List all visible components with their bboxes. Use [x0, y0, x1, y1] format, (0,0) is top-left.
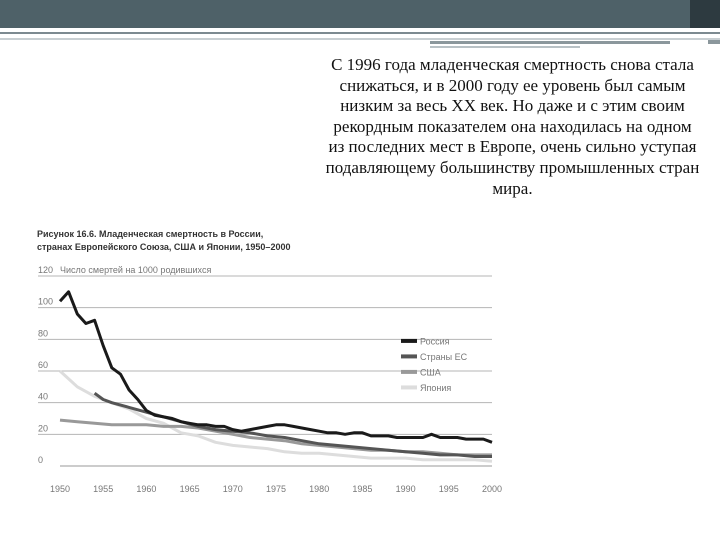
decor-line [0, 38, 720, 40]
legend-label: Япония [420, 382, 452, 393]
x-tick-label: 1980 [309, 484, 330, 494]
y-axis-label: Число смертей на 1000 родившихся [60, 265, 212, 275]
x-tick-label: 1970 [222, 484, 243, 494]
figure-title [37, 228, 367, 253]
y-tick-label: 120 [38, 265, 54, 275]
y-tick-label: 80 [38, 328, 49, 339]
legend-label: США [420, 367, 441, 378]
decor-line [0, 32, 720, 34]
y-tick-label: 0 [38, 455, 44, 465]
x-tick-label: 1950 [49, 484, 71, 494]
decor-line [430, 41, 670, 44]
legend-label: Страны ЕС [420, 351, 468, 362]
x-tick-label: 1990 [395, 484, 416, 494]
y-tick-label: 40 [38, 391, 49, 402]
y-tick-label: 100 [38, 296, 54, 307]
x-tick-label: 1960 [136, 484, 157, 494]
x-tick-label: 1955 [93, 484, 114, 494]
infant-mortality-chart [0, 260, 520, 500]
figure-title-line-2: странах Европейского Союза, США и Японии, 1950–2000 [37, 241, 291, 252]
slide-top-bar-dark-corner [690, 0, 720, 28]
slide-body-text: С 1996 года младенческая смертность снова стала снижаться, и в 2000 году ее уровень был самым низким за весь XX век. Но даже и с этим своим рекордным показателем она находилась на одном из последних мест в Европе, очень сильно уступая подавляющему большинству промышленных стран мира. [325, 55, 700, 198]
x-tick-label: 2000 [481, 484, 503, 494]
x-tick-label: 1985 [352, 484, 373, 494]
figure-title-line-1: Рисунок 16.6. Младенческая смертность в России, [37, 229, 264, 239]
y-tick-label: 20 [38, 423, 49, 434]
x-tick-label: 1975 [265, 484, 287, 494]
decor-side-bar [708, 40, 720, 44]
slide-top-bar [0, 0, 720, 28]
decor-line [430, 46, 580, 48]
x-tick-label: 1965 [179, 484, 200, 494]
legend-label: Россия [420, 336, 450, 347]
y-tick-label: 60 [38, 360, 49, 370]
x-tick-label: 1995 [438, 484, 459, 494]
